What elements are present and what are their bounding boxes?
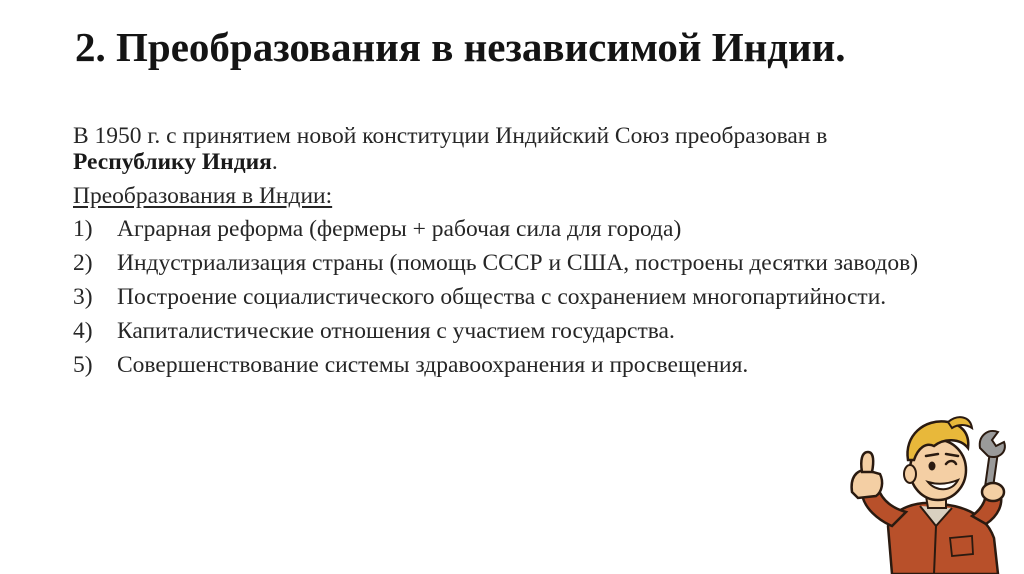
list-item-number: 3) bbox=[73, 284, 93, 310]
list-item-number: 2) bbox=[73, 250, 93, 276]
list-item bbox=[73, 250, 951, 276]
slide-title: 2. Преобразования в независимой Индии. bbox=[75, 24, 846, 70]
list-item bbox=[73, 352, 951, 378]
mascot-thumbs-up-icon bbox=[848, 408, 1014, 574]
list-item bbox=[73, 318, 951, 344]
list-item bbox=[73, 216, 951, 242]
list-item-text: Совершенствование системы здравоохранения и просвещения. bbox=[117, 352, 749, 378]
list-item-text: Индустриализация страны (помощь СССР и США, построены десятки заводов) bbox=[117, 250, 919, 276]
intro-text: В 1950 г. с принятием новой конституции Индийский Союз преобразован в bbox=[73, 123, 828, 149]
list-item-number: 1) bbox=[73, 216, 93, 242]
transformations-list bbox=[73, 216, 951, 378]
intro-bold-text: Республику Индия bbox=[73, 149, 272, 175]
list-item bbox=[73, 284, 951, 310]
intro-paragraph bbox=[73, 123, 951, 175]
list-item-number: 4) bbox=[73, 318, 93, 344]
list-item-text: Аграрная реформа (фермеры + рабочая сила для города) bbox=[117, 216, 682, 242]
list-item-text: Построение социалистического общества с сохранением многопартийности. bbox=[117, 284, 887, 310]
list-item-number: 5) bbox=[73, 352, 93, 378]
list-item-text: Капиталистические отношения с участием государства. bbox=[117, 318, 675, 344]
intro-text-end: . bbox=[271, 149, 278, 175]
list-heading: Преобразования в Индии: bbox=[73, 183, 333, 209]
slide-content bbox=[73, 123, 951, 386]
